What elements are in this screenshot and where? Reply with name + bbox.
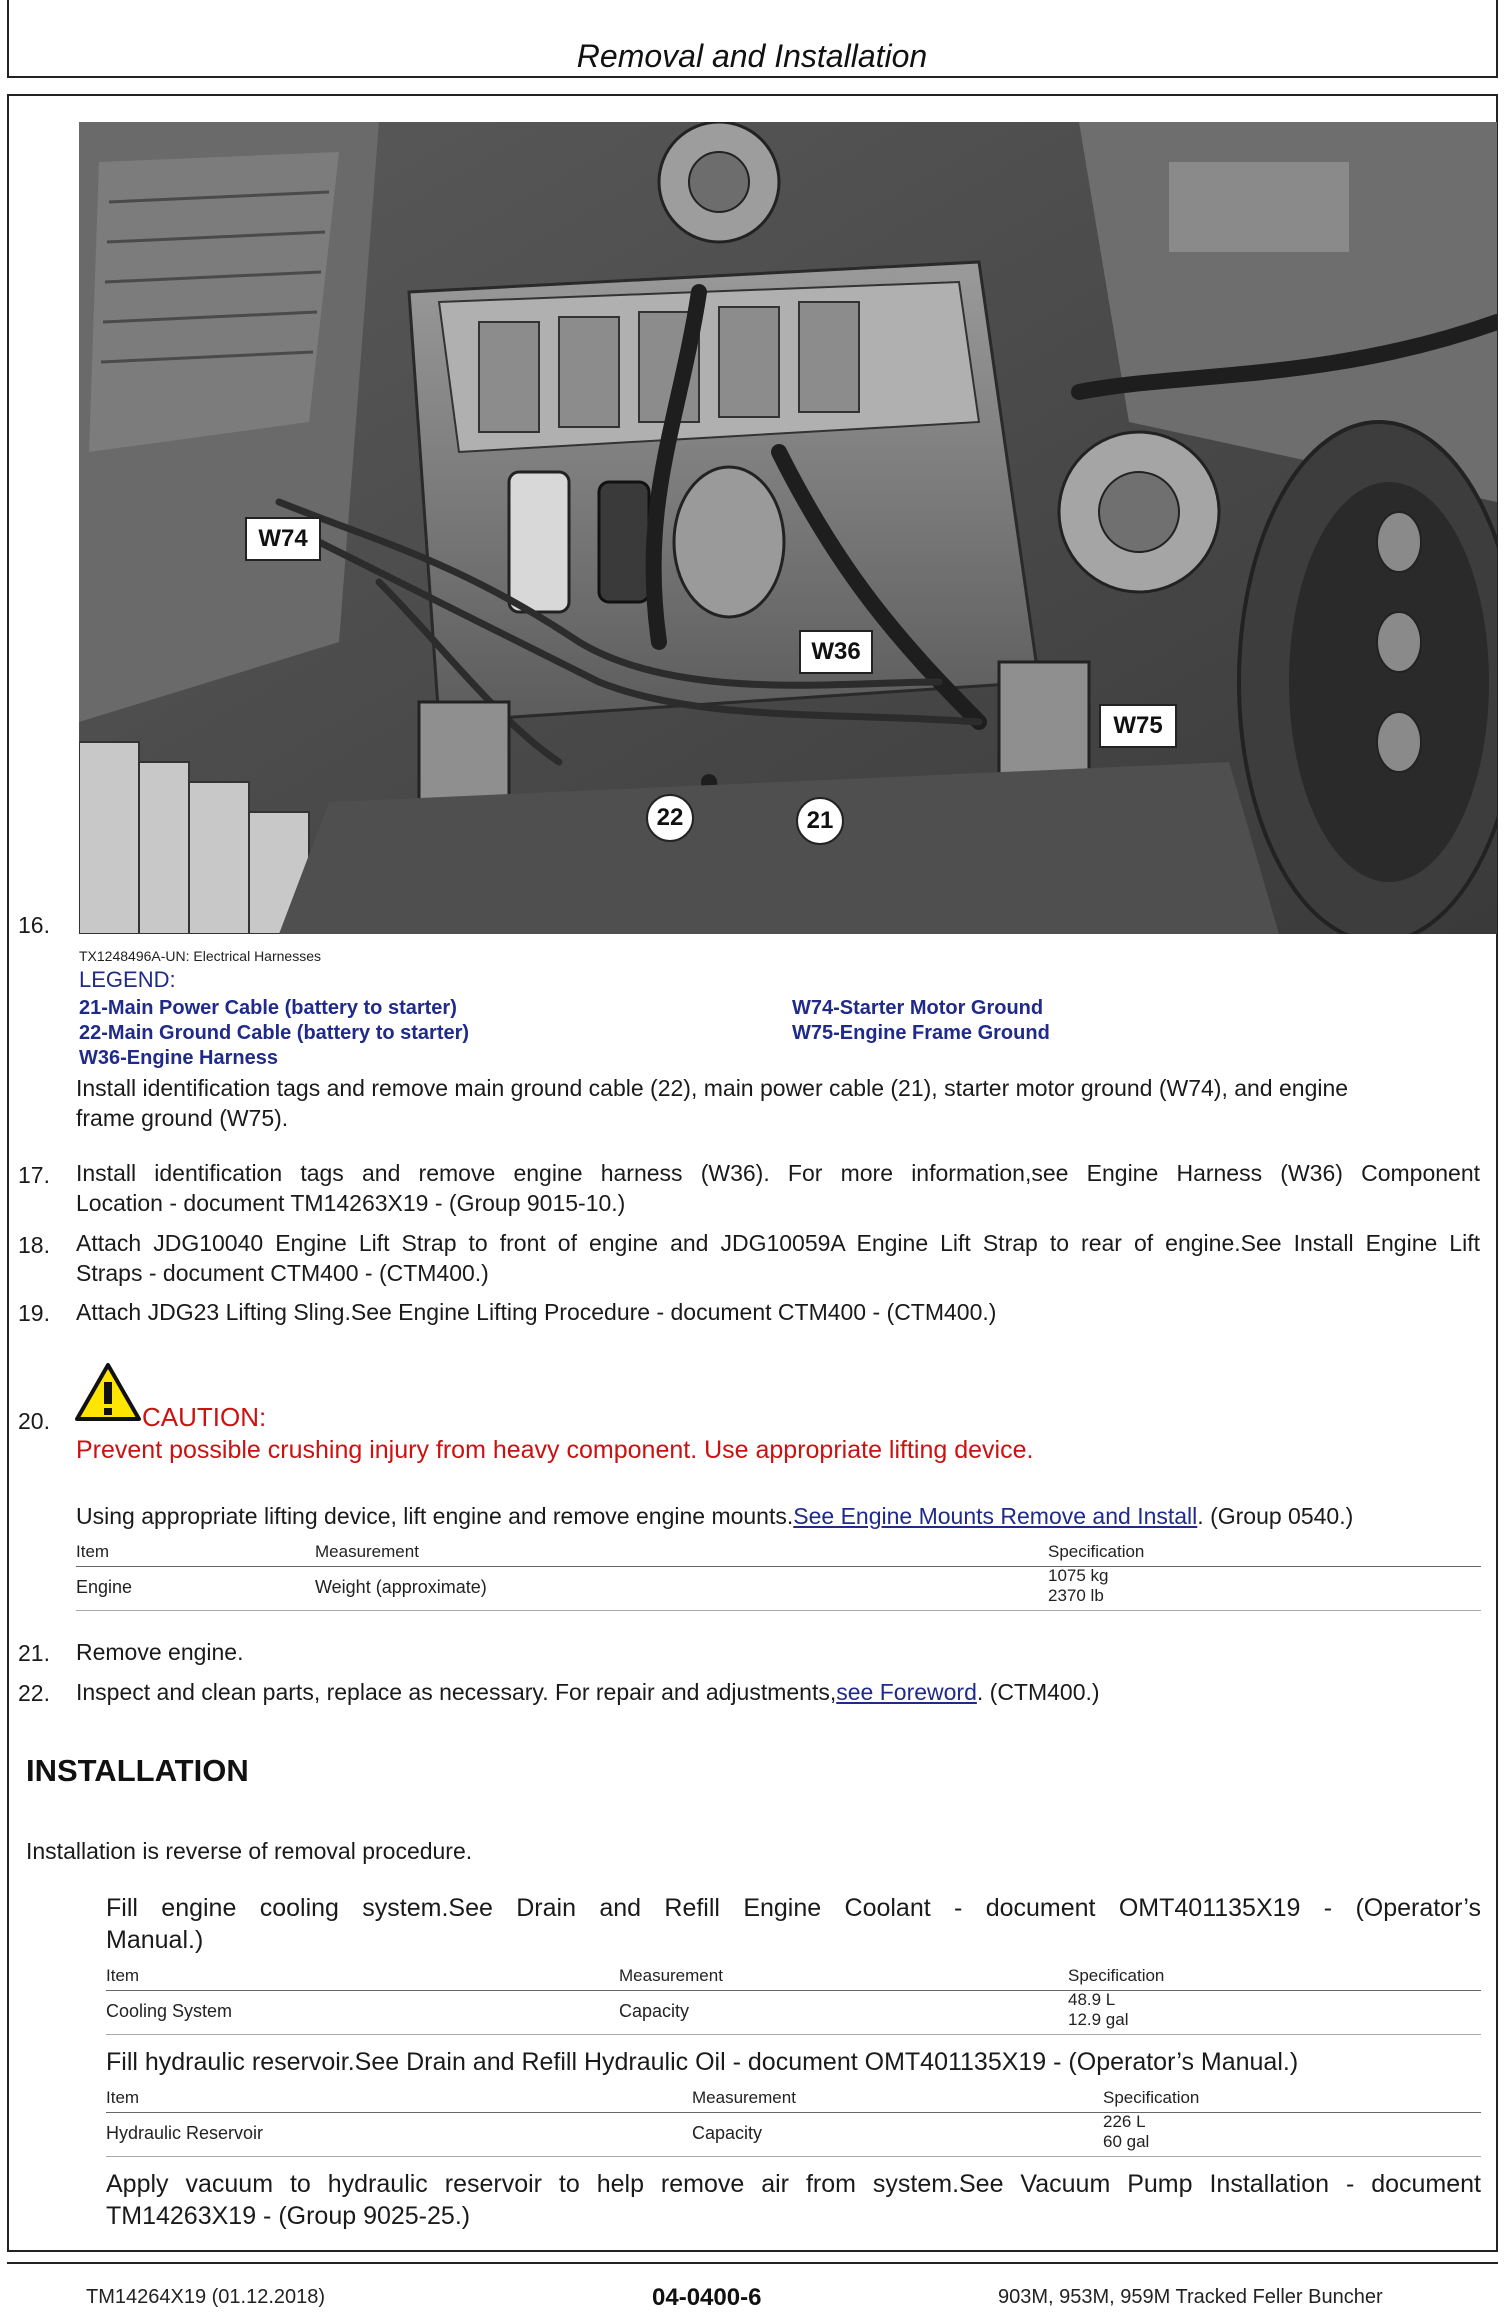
step-16-text-line2: frame ground (W75). [76,1105,289,1131]
step-17-number: 17. [18,1162,50,1188]
legend-item-w75: W75-Engine Frame Ground [792,1022,1050,1044]
installation-intro: Installation is reverse of removal procedure. [26,1838,473,1864]
step-20-text-after: . (Group 0540.) [1197,1503,1354,1529]
engine-mounts-link[interactable]: See Engine Mounts Remove and Install [793,1503,1198,1529]
caution-text: Prevent possible crushing injury from heavy component. Use appropriate lifting device. [76,1436,1034,1464]
callout-w36: W36 [799,630,873,674]
weight-table-item: Engine [76,1577,133,1597]
caution-label: CAUTION: [142,1402,267,1432]
step-20-number: 20. [18,1408,50,1434]
step-20-text-before: Using appropriate lifting device, lift engine and remove engine mounts. [76,1503,794,1529]
hydraulic-table-measurement: Capacity [692,2123,763,2143]
caution-warning-icon [74,1362,142,1422]
step-19-number: 19. [18,1300,50,1326]
step-22-text-before: Inspect and clean parts, replace as necessary. For repair and adjustments, [76,1679,837,1705]
coolant-text-line1: Fill engine cooling system.See Drain and Refill Engine Coolant - document OMT401135X19 - (Operator’s [106,1894,1481,1922]
step-17-text-line1: Install identification tags and remove engine harness (W36). For more information,see Engine Harness (W36) Component [76,1160,1480,1186]
hydraulic-table-spec-gal: 60 gal [1103,2132,1150,2151]
footer-divider [7,2262,1498,2264]
step-22-text [76,1676,1100,1708]
hydraulic-table-header-specification: Specification [1103,2088,1200,2107]
coolant-table-header-item: Item [106,1966,140,1985]
hydraulic-table-header-item: Item [106,2088,140,2107]
step-16-text-line1: Install identification tags and remove main ground cable (22), main power cable (21), starter motor ground (W74), and engine [76,1075,1349,1101]
callout-22: 22 [646,794,694,842]
step-18-number: 18. [18,1232,50,1258]
coolant-table-header-specification: Specification [1068,1966,1165,1985]
step-18-text-line2: Straps - document CTM400 - (CTM400.) [76,1260,489,1286]
step-21-text: Remove engine. [76,1639,244,1665]
footer-document-id: TM14264X19 (01.12.2018) [86,2286,326,2308]
step-17-text-line2: Location - document TM14263X19 - (Group 9015-10.) [76,1190,626,1216]
figure-caption: TX1248496A-UN: Electrical Harnesses [79,948,321,964]
step-19-text: Attach JDG23 Lifting Sling.See Engine Lifting Procedure - document CTM400 - (CTM400.) [76,1299,997,1325]
hydraulic-table-spec-l: 226 L [1103,2112,1146,2131]
vacuum-text-line1: Apply vacuum to hydraulic reservoir to help remove air from system.See Vacuum Pump Installation - document [106,2170,1481,2198]
vacuum-text-line2: TM14263X19 - (Group 9025-25.) [106,2202,471,2230]
engine-harness-figure [79,122,1497,934]
legend-item-21: 21-Main Power Cable (battery to starter) [79,997,457,1019]
coolant-table-divider [106,1990,1481,1991]
coolant-table-spec-gal: 12.9 gal [1068,2010,1129,2029]
coolant-text-line2: Manual.) [106,1926,204,1954]
step-21-number: 21. [18,1640,50,1666]
step-22-text-after: . (CTM400.) [976,1679,1100,1705]
step-22-number: 22. [18,1680,50,1706]
hydraulic-text-line1: Fill hydraulic reservoir.See Drain and Refill Hydraulic Oil - document OMT401135X19 - (Operator’s Manual.) [106,2048,1299,2076]
foreword-link[interactable]: see Foreword [836,1679,977,1705]
weight-table-spec-kg: 1075 kg [1048,1566,1109,1585]
weight-table-measurement: Weight (approximate) [315,1577,487,1597]
hydraulic-table-divider [106,2112,1481,2113]
weight-table-header-specification: Specification [1048,1542,1145,1561]
hydraulic-table-item: Hydraulic Reservoir [106,2123,264,2143]
hydraulic-table-bottom-line [106,2156,1481,2157]
weight-table-header-item: Item [76,1542,110,1561]
page-title: Removal and Installation [576,38,928,74]
callout-21: 21 [796,797,844,845]
installation-heading: INSTALLATION [26,1753,249,1788]
coolant-table-item: Cooling System [106,2001,233,2021]
step-20-text [76,1500,1353,1532]
weight-table-spec-lb: 2370 lb [1048,1586,1104,1605]
legend-item-w36: W36-Engine Harness [79,1047,278,1069]
hydraulic-table-header-measurement: Measurement [692,2088,796,2107]
weight-table-bottom-line [76,1610,1481,1611]
footer-model: 903M, 953M, 959M Tracked Feller Buncher [998,2286,1383,2308]
coolant-table-measurement: Capacity [619,2001,690,2021]
step-18-text-line1: Attach JDG10040 Engine Lift Strap to front of engine and JDG10059A Engine Lift Strap to rear of engine.See Install Engine Lift [76,1230,1480,1256]
coolant-table-spec-l: 48.9 L [1068,1990,1116,2009]
footer-page-number: 04-0400-6 [652,2284,762,2311]
coolant-table-header-measurement: Measurement [619,1966,723,1985]
legend-item-w74: W74-Starter Motor Ground [792,997,1044,1019]
weight-table-header-measurement: Measurement [315,1542,419,1561]
legend-title: LEGEND: [79,967,176,992]
callout-w74: W74 [245,517,321,561]
callout-w75: W75 [1099,704,1177,748]
coolant-table-bottom-line [106,2034,1481,2035]
legend-item-22: 22-Main Ground Cable (battery to starter) [79,1022,470,1044]
weight-table-divider [76,1566,1481,1567]
step-16-number: 16. [18,912,50,938]
